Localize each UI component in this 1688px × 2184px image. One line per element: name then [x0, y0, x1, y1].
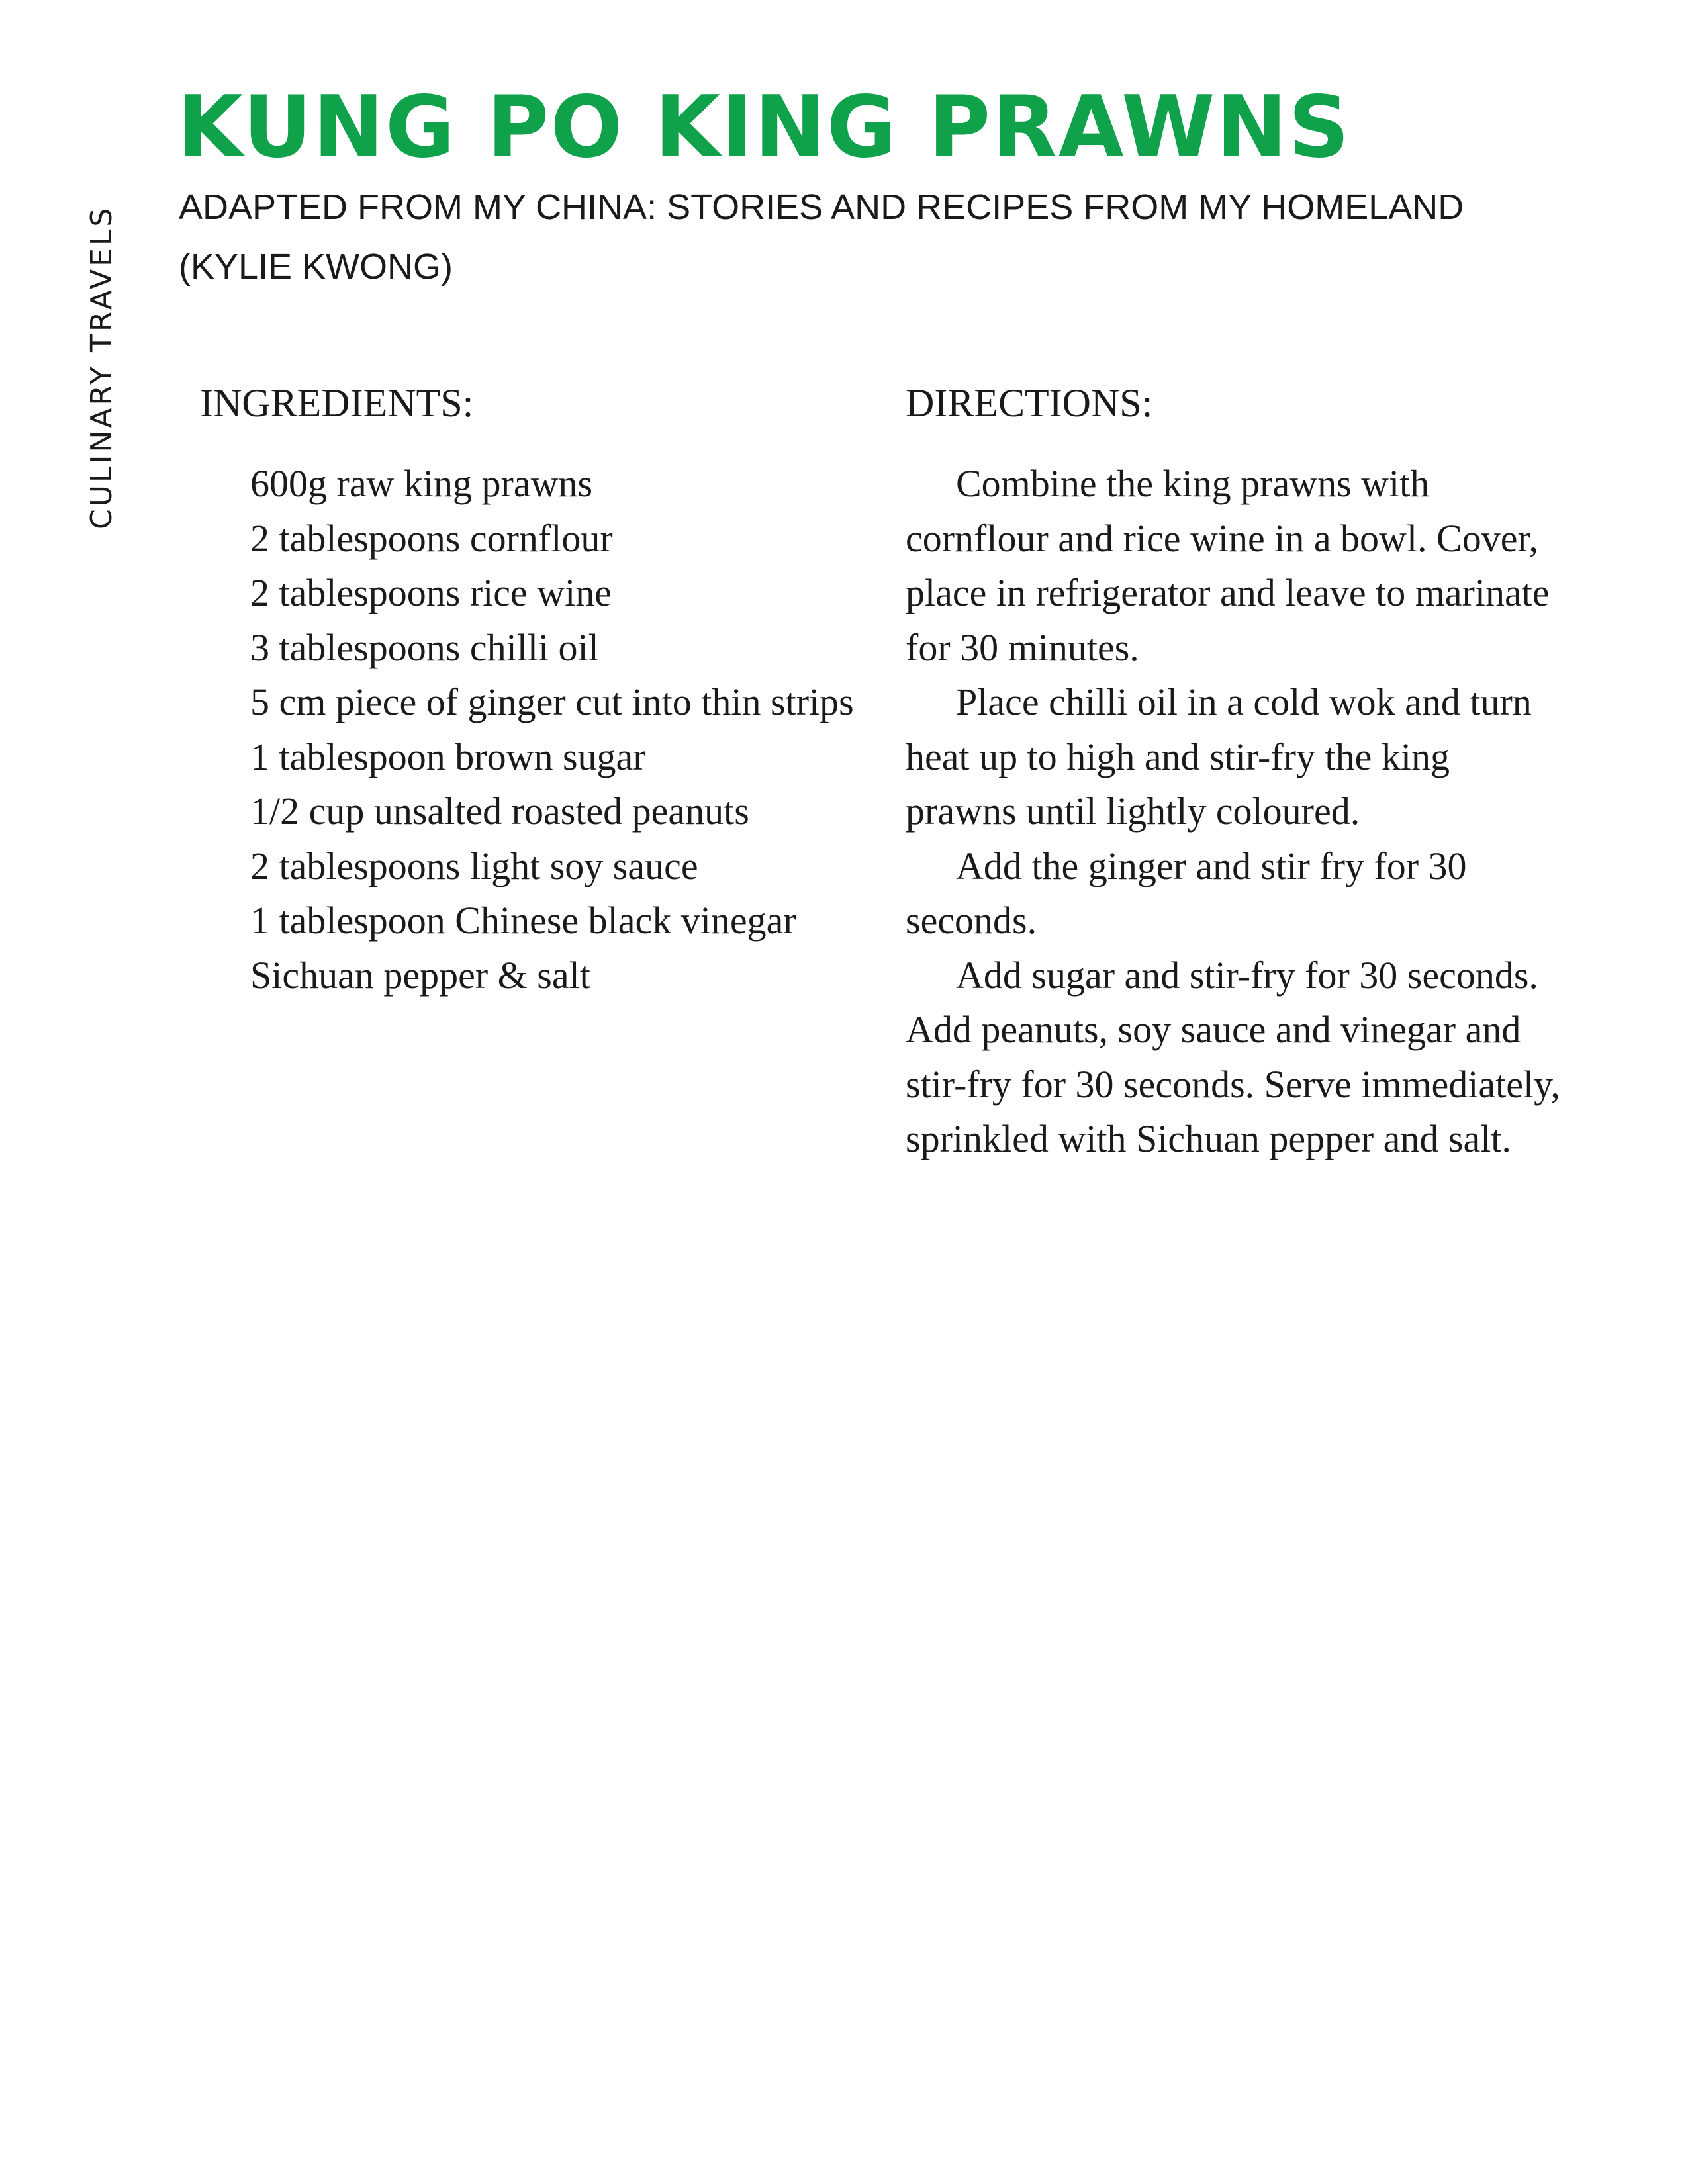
- ingredient-item: 5 cm piece of ginger cut into thin strips: [250, 680, 854, 723]
- section-label: CULINARY TRAVELS: [85, 205, 118, 529]
- ingredient-item: 3 tablespoons chilli oil: [250, 625, 599, 669]
- ingredient-item: 2 tablespoons cornflour: [250, 516, 613, 560]
- ingredients-list: [200, 457, 862, 1003]
- directions-section: [906, 376, 1568, 1167]
- recipe-source: ADAPTED FROM MY CHINA: STORIES AND RECIPES FROM MY HOMELAND (KYLIE KWONG): [179, 187, 1464, 287]
- direction-step: Combine the king prawns with cornflour and rice wine in a bowl. Cover, place in refrigerator and leave to marinate for 30 minutes.: [906, 462, 1550, 669]
- recipe-title: KUNG PO KING PRAWNS: [177, 78, 1351, 177]
- ingredient-item: 2 tablespoons light soy sauce: [250, 844, 698, 887]
- ingredients-section: [200, 376, 862, 1003]
- ingredient-item: 2 tablespoons rice wine: [250, 571, 612, 614]
- ingredient-item: 1/2 cup unsalted roasted peanuts: [250, 790, 749, 833]
- ingredient-item: Sichuan pepper & salt: [250, 953, 590, 997]
- direction-step: Add the ginger and stir fry for 30 seconds.: [906, 844, 1467, 942]
- ingredient-item: 600g raw king prawns: [250, 462, 593, 505]
- direction-step: Add sugar and stir-fry for 30 seconds. Add peanuts, soy sauce and vinegar and stir-fry for 30 seconds. Serve immediately, sprinkled with Sichuan pepper and salt.: [906, 953, 1560, 1160]
- ingredient-item: 1 tablespoon Chinese black vinegar: [250, 899, 796, 942]
- ingredients-heading: INGREDIENTS:: [200, 381, 474, 425]
- directions-heading: DIRECTIONS:: [906, 381, 1153, 425]
- direction-step: Place chilli oil in a cold wok and turn heat up to high and stir-fry the king prawns until lightly coloured.: [906, 680, 1532, 833]
- ingredient-item: 1 tablespoon brown sugar: [250, 735, 646, 778]
